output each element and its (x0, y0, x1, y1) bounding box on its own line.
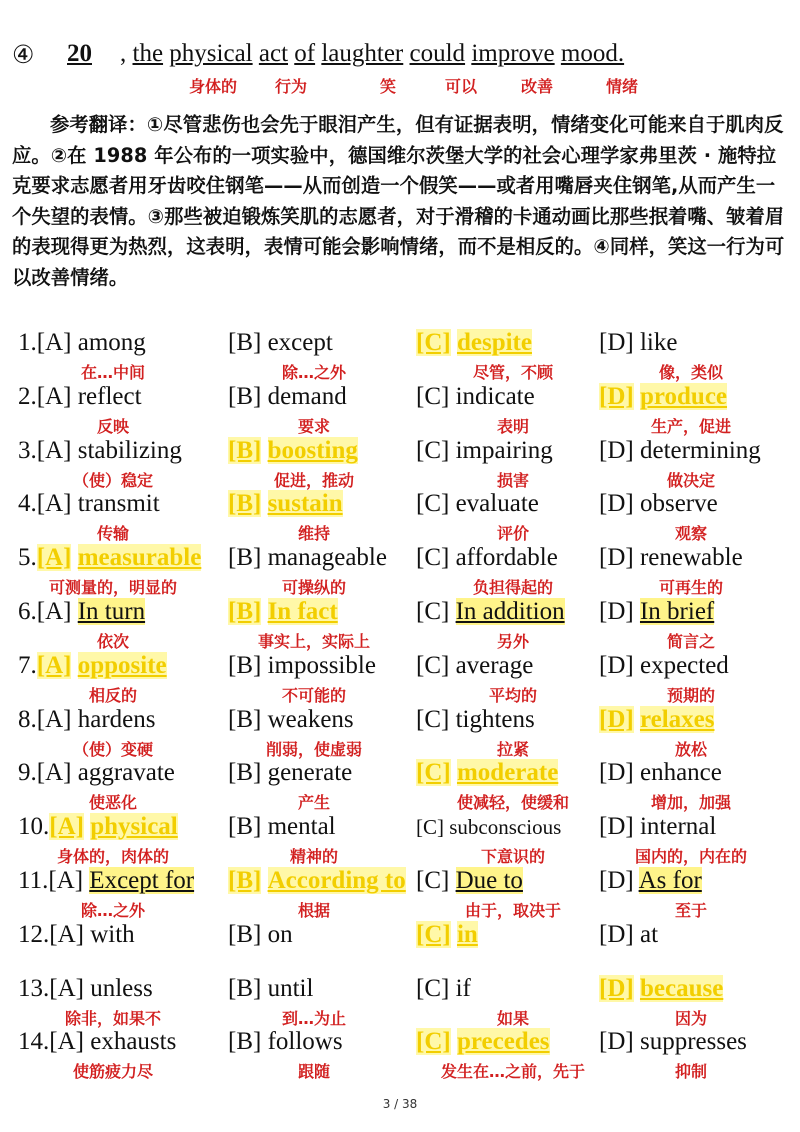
option-2 (416, 597, 565, 627)
question-row (0, 436, 800, 490)
question-row (0, 543, 800, 597)
option-letter: [B] (228, 759, 262, 787)
question-number: 13. (18, 974, 50, 1002)
option-letter: [A] (36, 759, 72, 787)
question-number: 5. (18, 544, 37, 572)
question-number: 7. (18, 651, 37, 679)
question-row (0, 489, 800, 543)
option-letter: [C] (416, 329, 451, 356)
option-word: stabilizing (77, 436, 182, 464)
option-word: As for (638, 866, 702, 894)
option-word: evaluate (455, 490, 539, 518)
option-translation: 削弱，使虚弱 (265, 739, 363, 759)
option-letter: [D] (599, 813, 634, 841)
option-translation: 增加，加强 (650, 793, 732, 813)
option-translation: 做决定 (666, 470, 716, 490)
option-translation: 除非，如果不 (64, 1008, 162, 1028)
option-letter: [B] (228, 1028, 262, 1056)
option-letter: [B] (228, 920, 262, 948)
option-letter: [A] (36, 490, 72, 518)
option-0 (18, 1027, 176, 1057)
option-word: reflect (77, 382, 142, 410)
option-translation: 事实上，实际上 (257, 631, 371, 651)
option-letter: [A] (36, 705, 72, 733)
option-letter: [A] (48, 866, 84, 894)
option-translation: 维持 (297, 524, 331, 544)
option-3 (599, 866, 702, 896)
option-letter: [C] (416, 974, 450, 1002)
option-translation: 产生 (297, 793, 331, 813)
option-0 (18, 382, 142, 412)
option-letter: [B] (228, 705, 262, 733)
option-2 (416, 489, 539, 519)
option-letter: [C] (416, 544, 450, 572)
question-row (0, 974, 800, 1028)
option-letter: [C] (416, 1028, 451, 1056)
option-1 (228, 974, 313, 1004)
option-0 (18, 436, 182, 466)
option-translation: 到…为止 (281, 1008, 347, 1028)
option-letter: [C] (416, 436, 450, 464)
option-0 (18, 705, 155, 735)
option-letter: [C] (416, 597, 450, 625)
question-number: 12. (18, 920, 50, 948)
option-translation: 除…之外 (80, 900, 146, 920)
option-translation: 评价 (496, 524, 530, 544)
option-word: expected (639, 651, 729, 679)
option-translation: 至于 (674, 900, 708, 920)
option-letter: [B] (228, 866, 262, 894)
option-3 (599, 705, 714, 735)
option-letter: [D] (599, 382, 634, 410)
option-word: physical (90, 813, 178, 841)
option-letter: [A] (36, 382, 72, 410)
option-translation: 尽管，不顾 (472, 363, 554, 382)
option-letter: [D] (599, 866, 634, 894)
option-translation: 跟随 (297, 1062, 331, 1082)
option-letter: [D] (599, 544, 634, 572)
option-translation: 抑制 (674, 1062, 708, 1082)
option-word: observe (639, 490, 718, 518)
option-translation: 表明 (496, 416, 530, 436)
option-word: produce (639, 382, 728, 410)
option-word: sustain (267, 490, 343, 518)
question-number: 4. (18, 490, 37, 518)
question-row (0, 328, 800, 382)
option-translation: 在…中间 (80, 363, 146, 382)
option-letter: [D] (599, 651, 634, 679)
option-word: transmit (77, 490, 160, 518)
option-word: exhausts (90, 1028, 177, 1056)
option-word: moderate (456, 759, 559, 787)
option-word: unless (90, 974, 153, 1002)
option-word: despite (456, 329, 532, 356)
sentence-marker: ④ (12, 42, 35, 69)
page-number: 3 / 38 (382, 1097, 418, 1111)
option-letter: [A] (36, 597, 72, 625)
option-letter: [A] (36, 544, 72, 572)
option-translation: 国内的，内在的 (634, 847, 748, 867)
option-word: manageable (267, 544, 387, 572)
option-translation: 观察 (674, 524, 708, 544)
option-word: demand (267, 382, 347, 410)
option-letter: [B] (228, 974, 262, 1002)
option-2 (416, 705, 535, 735)
option-letter: [D] (599, 490, 634, 518)
option-letter: [C] (416, 866, 450, 894)
option-3 (599, 1027, 747, 1057)
option-letter: [A] (36, 651, 72, 679)
option-letter: [B] (228, 382, 262, 410)
option-1 (228, 920, 293, 950)
option-2 (416, 543, 558, 573)
option-1 (228, 758, 352, 788)
option-translation: 因为 (674, 1008, 708, 1028)
question-row (0, 382, 800, 436)
option-0 (18, 651, 167, 681)
option-word: According to (267, 866, 406, 894)
option-letter: [C] (416, 920, 451, 948)
option-2 (416, 974, 471, 1004)
option-0 (18, 543, 201, 573)
option-2 (416, 436, 553, 466)
option-letter: [A] (49, 813, 84, 841)
option-translation: 可测量的，明显的 (48, 578, 178, 598)
options-table (0, 328, 800, 1081)
option-word: boosting (267, 436, 358, 464)
option-1 (228, 1027, 343, 1057)
option-translation: 如果 (496, 1008, 530, 1028)
option-0 (18, 812, 178, 842)
option-translation: 反映 (96, 416, 130, 436)
option-letter: [C] (416, 815, 444, 840)
option-letter: [B] (228, 544, 262, 572)
option-word: hardens (77, 705, 156, 733)
option-3 (599, 651, 729, 681)
option-letter: [D] (599, 436, 634, 464)
option-letter: [D] (599, 759, 634, 787)
option-1 (228, 489, 343, 519)
option-1 (228, 328, 333, 358)
option-word: indicate (455, 382, 535, 410)
option-translation: （使）变硬 (72, 739, 154, 759)
option-translation: 拉紧 (496, 739, 530, 759)
option-translation: 损害 (496, 470, 530, 490)
option-2 (416, 382, 535, 412)
option-letter: [B] (228, 597, 262, 625)
option-1 (228, 651, 376, 681)
option-translation: 依次 (96, 631, 130, 651)
option-word: In addition (455, 597, 565, 625)
sentence-text: , the physical act of laughter could improve mood. (120, 40, 625, 67)
gloss: 身体的 (189, 77, 238, 96)
option-word: In brief (639, 597, 715, 625)
option-translation: 使恶化 (88, 793, 138, 813)
option-word: relaxes (639, 705, 715, 733)
question-row (0, 651, 800, 705)
option-translation: 精神的 (289, 847, 339, 867)
question-row (0, 1027, 800, 1081)
question-number: 3. (18, 436, 37, 464)
question-number: 8. (18, 705, 37, 733)
option-1 (228, 597, 338, 627)
option-word: like (639, 329, 678, 356)
option-translation: 可操纵的 (281, 578, 347, 598)
option-3 (599, 489, 718, 519)
option-2 (416, 866, 523, 896)
option-word: average (455, 651, 534, 679)
option-3 (599, 328, 677, 358)
option-letter: [A] (36, 329, 72, 356)
option-letter: [B] (228, 329, 262, 356)
option-0 (18, 489, 160, 519)
option-word: impairing (455, 436, 553, 464)
option-word: precedes (456, 1028, 550, 1056)
option-3 (599, 920, 658, 950)
option-letter: [D] (599, 597, 634, 625)
translation-label: 参考翻译： (50, 113, 147, 136)
option-letter: [D] (599, 920, 634, 948)
option-letter: [A] (49, 1028, 84, 1056)
translation-text: ①尽管悲伤也会先于眼泪产生，但有证据表明，情绪变化可能来自于肌肉反应。②在 1988 年公布的一项实验中，德国维尔茨堡大学的社会心理学家弗里茨 · 施特拉克要求志愿者用牙齿咬住钢笔——从而创造一个假笑——或者用嘴唇夹住钢笔,从而产生一个失望的表情。③那些被迫锻炼笑肌的志愿者，对于滑稽的卡通动画比那些抿着嘴、皱着眉的表现得更为热烈，这表明，表情可能会影响情绪，而不是相反的。④同样，笑这一行为可以改善情绪。 (12, 113, 785, 289)
option-translation: （使）稳定 (72, 470, 154, 490)
option-word: measurable (77, 544, 202, 572)
option-word: affordable (455, 544, 558, 572)
option-3 (599, 436, 761, 466)
reference-translation (12, 110, 788, 293)
gloss: 可以 (445, 77, 478, 96)
option-1 (228, 436, 358, 466)
option-translation: 另外 (496, 631, 530, 651)
option-3 (599, 812, 716, 842)
question-number: 10. (18, 813, 50, 841)
option-word: on (267, 920, 293, 948)
option-word: Except for (89, 866, 195, 894)
option-1 (228, 866, 406, 896)
option-translation: 促进，推动 (273, 470, 355, 490)
option-translation: 使减轻，使缓和 (456, 793, 570, 813)
option-word: enhance (639, 759, 722, 787)
option-2 (416, 758, 558, 788)
option-0 (18, 758, 175, 788)
option-word: aggravate (77, 759, 175, 787)
gloss: 情绪 (606, 77, 639, 96)
option-letter: [C] (416, 651, 450, 679)
option-translation: 不可能的 (281, 685, 347, 705)
question-number: 14. (18, 1028, 50, 1056)
gloss: 改善 (521, 77, 554, 96)
option-1 (228, 382, 347, 412)
option-translation: 发生在…之前，先于 (440, 1062, 586, 1082)
question-number: 6. (18, 597, 37, 625)
option-translation: 身体的，肉体的 (56, 847, 170, 867)
sentence-glosses (0, 74, 800, 98)
question-row (0, 597, 800, 651)
option-2 (416, 651, 533, 681)
option-0 (18, 974, 153, 1004)
option-word: Due to (455, 866, 523, 894)
option-1 (228, 543, 387, 573)
option-word: in (456, 920, 478, 948)
option-word: among (77, 329, 146, 356)
option-word: tightens (455, 705, 535, 733)
option-letter: [B] (228, 813, 262, 841)
option-translation: 相反的 (88, 685, 138, 705)
option-word: at (639, 920, 659, 948)
option-letter: [D] (599, 1028, 634, 1056)
option-2 (416, 1027, 550, 1057)
option-word: weakens (267, 705, 354, 733)
option-letter: [C] (416, 382, 450, 410)
option-translation: 预期的 (666, 685, 716, 705)
option-translation: 要求 (297, 416, 331, 436)
option-1 (228, 705, 354, 735)
option-letter: [A] (36, 436, 72, 464)
option-word: because (639, 974, 724, 1002)
option-3 (599, 597, 714, 627)
option-translation: 放松 (674, 739, 708, 759)
option-letter: [D] (599, 329, 634, 356)
option-0 (18, 597, 145, 627)
option-letter: [C] (416, 705, 450, 733)
option-3 (599, 382, 727, 412)
option-letter: [B] (228, 436, 262, 464)
question-number: 11. (18, 866, 49, 894)
option-translation: 下意识的 (480, 847, 546, 867)
option-translation: 由于，取决于 (464, 900, 562, 920)
option-3 (599, 974, 723, 1004)
option-3 (599, 543, 743, 573)
option-0 (18, 920, 135, 950)
option-3 (599, 758, 722, 788)
option-0 (18, 866, 194, 896)
option-letter: [D] (599, 705, 634, 733)
option-word: mental (267, 813, 336, 841)
option-word: except (267, 329, 333, 356)
option-letter: [B] (228, 651, 262, 679)
option-word: subconscious (449, 815, 562, 840)
option-word: internal (639, 813, 717, 841)
option-word: opposite (77, 651, 167, 679)
option-letter: [B] (228, 490, 262, 518)
option-word: generate (267, 759, 353, 787)
option-translation: 除…之外 (281, 363, 347, 382)
option-0 (18, 328, 146, 358)
option-word: if (455, 974, 471, 1002)
question-row (0, 866, 800, 920)
blank-number: 20 (67, 40, 92, 67)
option-word: with (90, 920, 135, 948)
option-word: renewable (639, 544, 743, 572)
option-word: impossible (267, 651, 376, 679)
question-number: 1. (18, 329, 37, 356)
option-2 (416, 812, 561, 842)
gloss: 行为 (275, 77, 308, 96)
option-word: determining (639, 436, 761, 464)
option-word: until (267, 974, 314, 1002)
option-word: suppresses (639, 1028, 747, 1056)
question-number: 2. (18, 382, 37, 410)
option-letter: [C] (416, 759, 451, 787)
option-translation: 使筋疲力尽 (72, 1062, 154, 1082)
option-2 (416, 328, 532, 358)
option-translation: 传输 (96, 524, 130, 544)
question-row (0, 920, 800, 974)
option-letter: [A] (49, 920, 84, 948)
option-word: follows (267, 1028, 343, 1056)
option-word: In fact (267, 597, 338, 625)
question-number: 9. (18, 759, 37, 787)
question-row (0, 758, 800, 812)
question-row (0, 812, 800, 866)
option-translation: 像，类似 (658, 363, 724, 382)
option-2 (416, 920, 478, 950)
option-letter: [C] (416, 490, 450, 518)
option-1 (228, 812, 336, 842)
option-translation: 根据 (297, 900, 331, 920)
option-letter: [D] (599, 974, 634, 1002)
option-translation: 简言之 (666, 631, 716, 651)
option-translation: 平均的 (488, 685, 538, 705)
option-translation: 负担得起的 (472, 578, 554, 598)
option-translation: 可再生的 (658, 578, 724, 598)
option-translation: 生产，促进 (650, 416, 732, 436)
option-letter: [A] (49, 974, 84, 1002)
gloss: 笑 (380, 77, 397, 96)
option-word: In turn (77, 597, 146, 625)
question-row (0, 705, 800, 759)
